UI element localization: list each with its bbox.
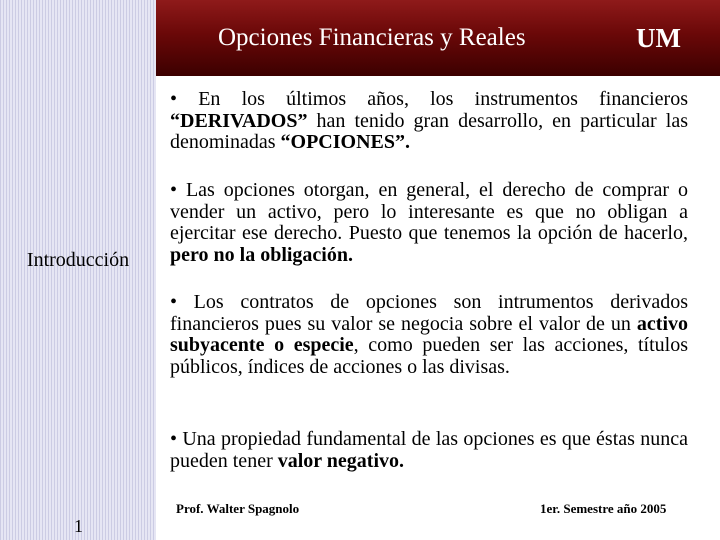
paragraph-derivados (170, 89, 688, 154)
slide-title: Opciones Financieras y Reales (218, 24, 526, 51)
page-number: 1 (74, 516, 83, 536)
bold-text: pero no la obligación. (170, 243, 353, 266)
bold-text: “DERIVADOS” (170, 109, 308, 132)
footer-author: Prof. Walter Spagnolo (176, 501, 300, 516)
bold-text: valor negativo. (277, 449, 405, 472)
bullet: • (170, 179, 178, 201)
paragraph-text: Una propiedad fundamental de las opciones es que éstas nunca pueden tener (170, 428, 688, 472)
bullet: • (170, 428, 178, 450)
section-label: Introducción (26, 249, 130, 271)
paragraph-text: En los últimos años, los instrumentos financieros (177, 88, 688, 110)
paragraph-text: Las opciones otorgan, en general, el derecho de comprar o vender un activo, pero lo interesante es que no obligan a ejercitar ese derecho. Puesto que tenemos la opción de hacerlo, (170, 179, 688, 244)
paragraph-propiedad (170, 429, 688, 472)
paragraph-text: han tenido gran desarrollo, en particular las denominadas (170, 109, 688, 153)
org-label: UM (636, 23, 681, 53)
bold-text: activo subyacente o especie (170, 312, 688, 356)
bullet: • (170, 88, 178, 110)
paragraph-text: Los contratos de opciones son intrumentos derivados financieros pues su valor se negocia sobre el valor de un (170, 291, 688, 335)
bullet: • (170, 291, 178, 313)
footer-date: 1er. Semestre año 2005 (540, 501, 667, 516)
sidebar (0, 0, 156, 540)
paragraph-text: , como pueden ser las acciones, títulos públicos, índices de acciones o las divisas. (170, 334, 688, 378)
paragraph-contratos (170, 292, 688, 378)
paragraph-opciones-otorgan (170, 180, 688, 266)
bold-text: “OPCIONES”. (280, 131, 410, 153)
